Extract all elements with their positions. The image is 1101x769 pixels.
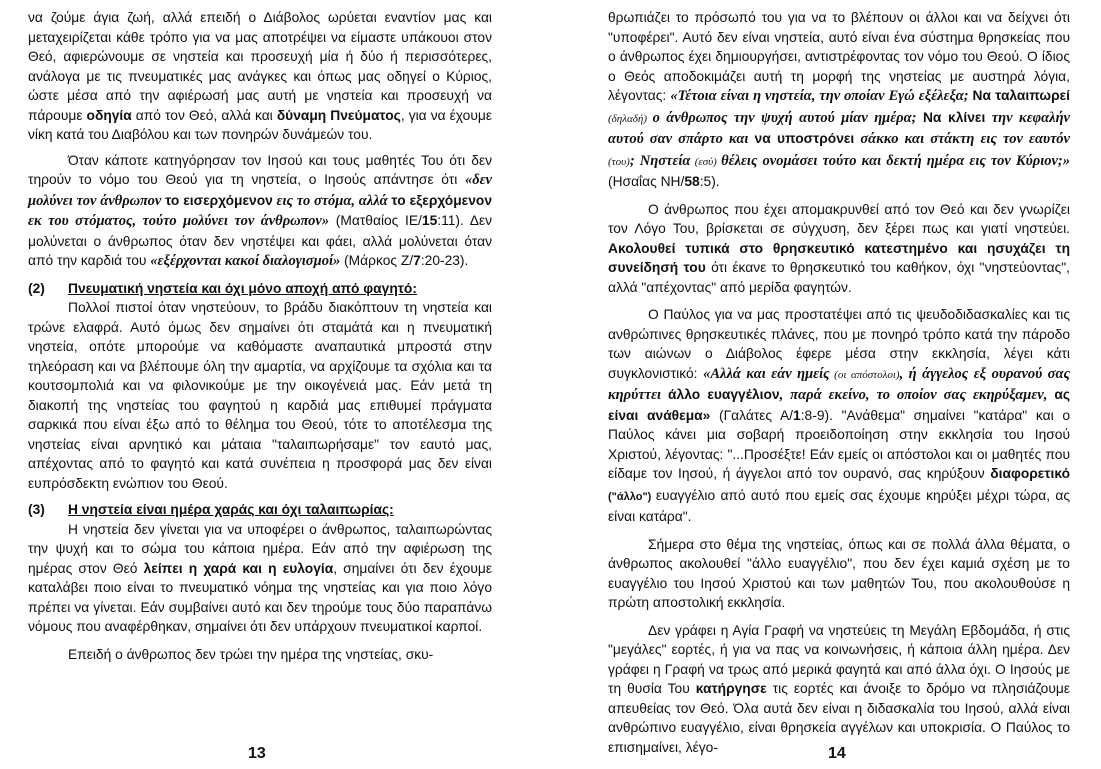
paragraph [28,298,492,493]
section-title: Η νηστεία είναι ημέρα χαράς και όχι ταλαιπωρίας: [68,502,394,517]
text-run: Δεν γράφει η Αγία Γραφή να νηστεύεις τη Μεγάλη Εβδομάδα, ή στις "μεγάλες" εορτές, ή για να πας να κοινωνήσεις, ή κάποια άλλη ημέρα. Δεν γράφει η Γραφή να τρως από μερικά φαγητά και από άλλα όχι. Ο Ιησούς με τη θυσία Του [608,622,1070,696]
section-heading [28,500,492,520]
bold-text: Ακολουθεί τυπικά στο θρησκευτικό κατεστημένο και ησυχάζει τη συνείδησή του [608,240,1070,275]
text-run: ευαγγέλιο από αυτό που εμείς σας έχουμε κηρύξει μέχρι τώρα, ας είναι κατάρα". [608,487,1070,524]
text-run: :8-9). "Ανάθεμα" σημαίνει "κατάρα" και ο Παύλος κάνει μια σοβαρή προειδοποίηση στην εκκλησία του Ιησού Χριστού, λέγοντας: "...Προσέξτε! Εάν εμείς οι απόστολοι και οι μαθητές που είδαμε τον Ιησού, ή άγγελοι από τον ουρανό, σας κηρύξουν [608,407,1070,481]
bold-reference: 7 [413,253,421,268]
scripture-quote: «Αλλά και εάν ημείς [703,365,830,382]
paragraph [608,621,1070,758]
paragraph [608,305,1070,527]
paragraph [608,535,1070,613]
bold-reference: 1 [793,407,801,423]
text-run: :20-23). [420,253,469,268]
scripture-quote: «δεν μολύνει τον άνθρωπον [28,172,492,209]
text-run: :11). Δεν μολύνεται ο άνθρωπος όταν δεν νηστέψει και φάει, αλλά μολύνεται όταν από την καρδιά του [28,213,493,268]
section-heading [28,279,492,299]
text-run: θρωπιάζει το πρόσωπό του για να το βλέπουν οι άλλοι και να δείχνει ότι "υποφέρει". Αυτό δεν είναι νηστεία, αυτό είναι ένα σύστημα θρησκείας που ο άνθρωπος έχει δημιουργήσει, αντιστρέφοντας τον νόμο του Θεού. Ο ίδιος ο Θεός αποδοκιμάζει αυτή τη μορφή της νηστείας με αυστηρά λόγια, λέγοντας: [608,10,1070,103]
bold-text: Να ταλαιπωρεί [972,88,1070,103]
text-run: Η νηστεία δεν γίνεται για να υποφέρει ο άνθρωπος, ταλαιπωρώντας την ψυχή και το σώμα του κάποια ημέρα. Εάν από την αφιέρωση της ημέρας στον Θεό [28,521,492,576]
section-number: (2) [28,280,45,296]
scripture-quote: ; Νηστεία [629,152,691,169]
bold-text: άλλο ευαγγέλιον [668,387,780,402]
text-run: Πολλοί πιστοί όταν νηστεύουν, το βράδυ διακόπτουν τη νηστεία και τρώνε ελαφρά. Αυτό όμως δεν σημαίνει ότι σταμάτά και η πνευματική νηστεία, οπότε μπορούμε να καθόμαστε αναπαυτικά μπροστά στην τηλεόραση και να βλέπουμε όλη την αμαρτία, να αρχίζουμε τα σχόλια και τα κουτσομπολιά και να φιλονικούμε με την οικογένειά μας. Εάν μετά τη διακοπή της νηστείας του φαγητού η καρδιά μας επιθυμεί πράγματα σαρκικά που είναι έξω από το θέλημα του Θεού, τότε το αποτέλεσμα της νηστείας είναι αρνητικό και μάταια "ταλαιπωρήσαμε" τον εαυτό μας, απέχοντας από το φαγητό και κατά συνέπεια η προσφορά μας δεν είναι ευπρόσδεκτη ενώπιον του Θεού. [28,300,492,491]
right-page [608,8,1070,757]
bold-reference: 15 [421,213,438,228]
small-note: (οι απόστολοι) [829,368,900,381]
text-run: τις εορτές και άνοιξε το δρόμο να πλησιάζουμε απευθείας τον Θεό. Όλα αυτά δεν είναι η διδασκαλία του Ιησού, αλλά είναι ανθρώπινο ευαγγέλιο, είναι θρησκεία αγγέλων και υποκρισία. Ο Παύλος το επισημαίνει, λέγο- [608,681,1070,755]
text-run: Όταν κάποτε κατηγόρησαν τον Ιησού και τους μαθητές Του ότι δεν τηρούν το νόμο του Θεού για τη νηστεία, ο Ιησούς απάντησε ότι [28,152,492,187]
scripture-quote: «εξέρχονται κακοί διαλογισμοί» [150,253,341,269]
scripture-quote: , παρά εκείνο, το οποίον σας εκηρύξαμεν, [779,387,1055,403]
bold-text: το εξερχόμενον [391,192,492,208]
text-run: Ο Παύλος για να μας προστατέψει από τις ψευδοδιδασκαλίες και τις ανθρώπινες θρησκευτικές πλάνες, που με πονηρό τρόπο κατά την πάροδο των αιώνων ο Διάβολος έφερε μέσα στην εκκλησία, λέγει κάτι συγκλονιστικό: [608,307,1070,381]
text-run: να ζούμε άγια ζωή, αλλά επειδή ο Διάβολος ωρύεται εναντίον μας και μεταχειρίζεται κάθε τρόπο για να μας αποτρέψει να είμαστε υπάκουοι στον Θεό, αφιερώνουμε σε νηστεία και προσευχή μία ή δύο ή περισσότερες, ανάλογα με τις πνευματικές μας ανάγκες και όπως μας οδηγεί ο Κύριος, ώστε μέσα από την αφιέρωσή μας αυτή με νηστεία και προσευχή να πάρουμε [28,10,492,123]
text-run: ότι έκανε το θρησκευτικό του καθήκον, όχι "νηστεύοντας", αλλά "απέχοντας" από μερίδα φαγητών. [608,260,1070,295]
scripture-quote: σάκκο και στάκτη εις τον εαυτόν [854,131,1070,147]
scripture-quote: «Τέτοια είναι η νηστεία, την οποίαν Εγώ εξέλεξα; [670,88,973,104]
scripture-quote: ο άνθρωπος την ψυχή αυτού μίαν ημέρα; [652,109,923,126]
text-run: από τον Θεό, αλλά και [131,107,277,123]
section-title: Πνευματική νηστεία και όχι μόνο αποχή από φαγητό: [68,280,417,296]
bold-text: ας είναι ανάθεμα» [608,387,1070,423]
paragraph [28,645,492,665]
small-note: (εσύ) [690,155,722,168]
text-run: Ο άνθρωπος που έχει απομακρυνθεί από τον Θεό και δεν γνωρίζει τον Λόγο Του, βρίσκεται σε σύγχυση, δεν ξέρει πως και γιατί νηστεύει. [608,201,1070,236]
text-run: (Γαλάτες Α/ [710,407,794,423]
text-run: Επειδή ο άνθρωπος δεν τρώει την ημέρα της νηστείας, σκυ- [68,646,434,662]
page-number: 13 [248,745,266,762]
bold-text: κατήργησε [695,681,767,696]
text-run: Σήμερα στο θέμα της νηστείας, όπως και σε πολλά άλλα θέματα, ο άνθρωπος ακολουθεί "άλλο ευαγγέλιο", που δεν έχει καμιά σχέση με το ευαγγέλιο του Ιησού Χριστού και των μαθητών Του, που ακολουθούσε η πρώτη αποστολική εκκλησία. [608,536,1070,610]
small-note: ("άλλο") [608,490,656,503]
bold-text: το εισερχόμενον [165,192,273,208]
small-note: (δηλαδή) [608,112,653,125]
text-run: (Ησαΐας ΝΗ/ [608,174,685,189]
paragraph [28,520,492,637]
text-run: (Μάρκος Ζ/ [340,253,414,268]
text-run: , σημαίνει ότι δεν έχουμε καταλάβει ποιο είναι το πνευματικό νόημα της νηστείας και για ποιο λόγο πρέπει να γίνεται. Εάν συμβαίνει αυτό και δεν τηρούμε τους δύο παραπάνω νόμους που αναφέρθηκαν, σημαίνει ότι δεν υπάρχουν πνευματικοί καρποί. [28,560,492,634]
page-number: 14 [828,745,846,762]
bold-reference: 58 [684,174,700,189]
bold-text: διαφορετικό [990,466,1070,481]
section-number: (3) [28,502,45,517]
scripture-quote: την κεφαλήν αυτού σαν σπάρτο και [608,109,1070,147]
small-note: (του) [608,155,630,168]
bold-text: λείπει η χαρά και η ευλογία [143,560,334,576]
scripture-quote: εις το στόμα, αλλά [272,192,392,209]
bold-text: να υποστρόνει [754,131,855,146]
scripture-quote: εκ του στόματος, τούτο μολύνει τον άνθρωπον» [28,213,330,229]
text-run: :5). [699,174,720,189]
bold-text: οδηγία [86,107,132,123]
bold-text: Να κλίνει [922,109,986,125]
paragraph [28,8,492,145]
scripture-quote: , ή άγγελος εξ ουρανού σας κηρύττει [608,365,1070,403]
bold-text: δύναμη Πνεύματος [276,107,401,123]
text-run: (Ματθαίος ΙΕ/ [329,213,422,228]
paragraph [28,151,492,272]
left-page [28,8,492,664]
paragraph [608,200,1070,298]
paragraph [608,8,1070,192]
text-run: , για να έχουμε νίκη κατά του Διαβόλου και των πονηρών δυνάμεών του. [28,107,492,142]
scripture-quote: θέλεις ονομάσει τούτο και δεκτή ημέρα εις τον Κύριον;» [721,152,1071,169]
